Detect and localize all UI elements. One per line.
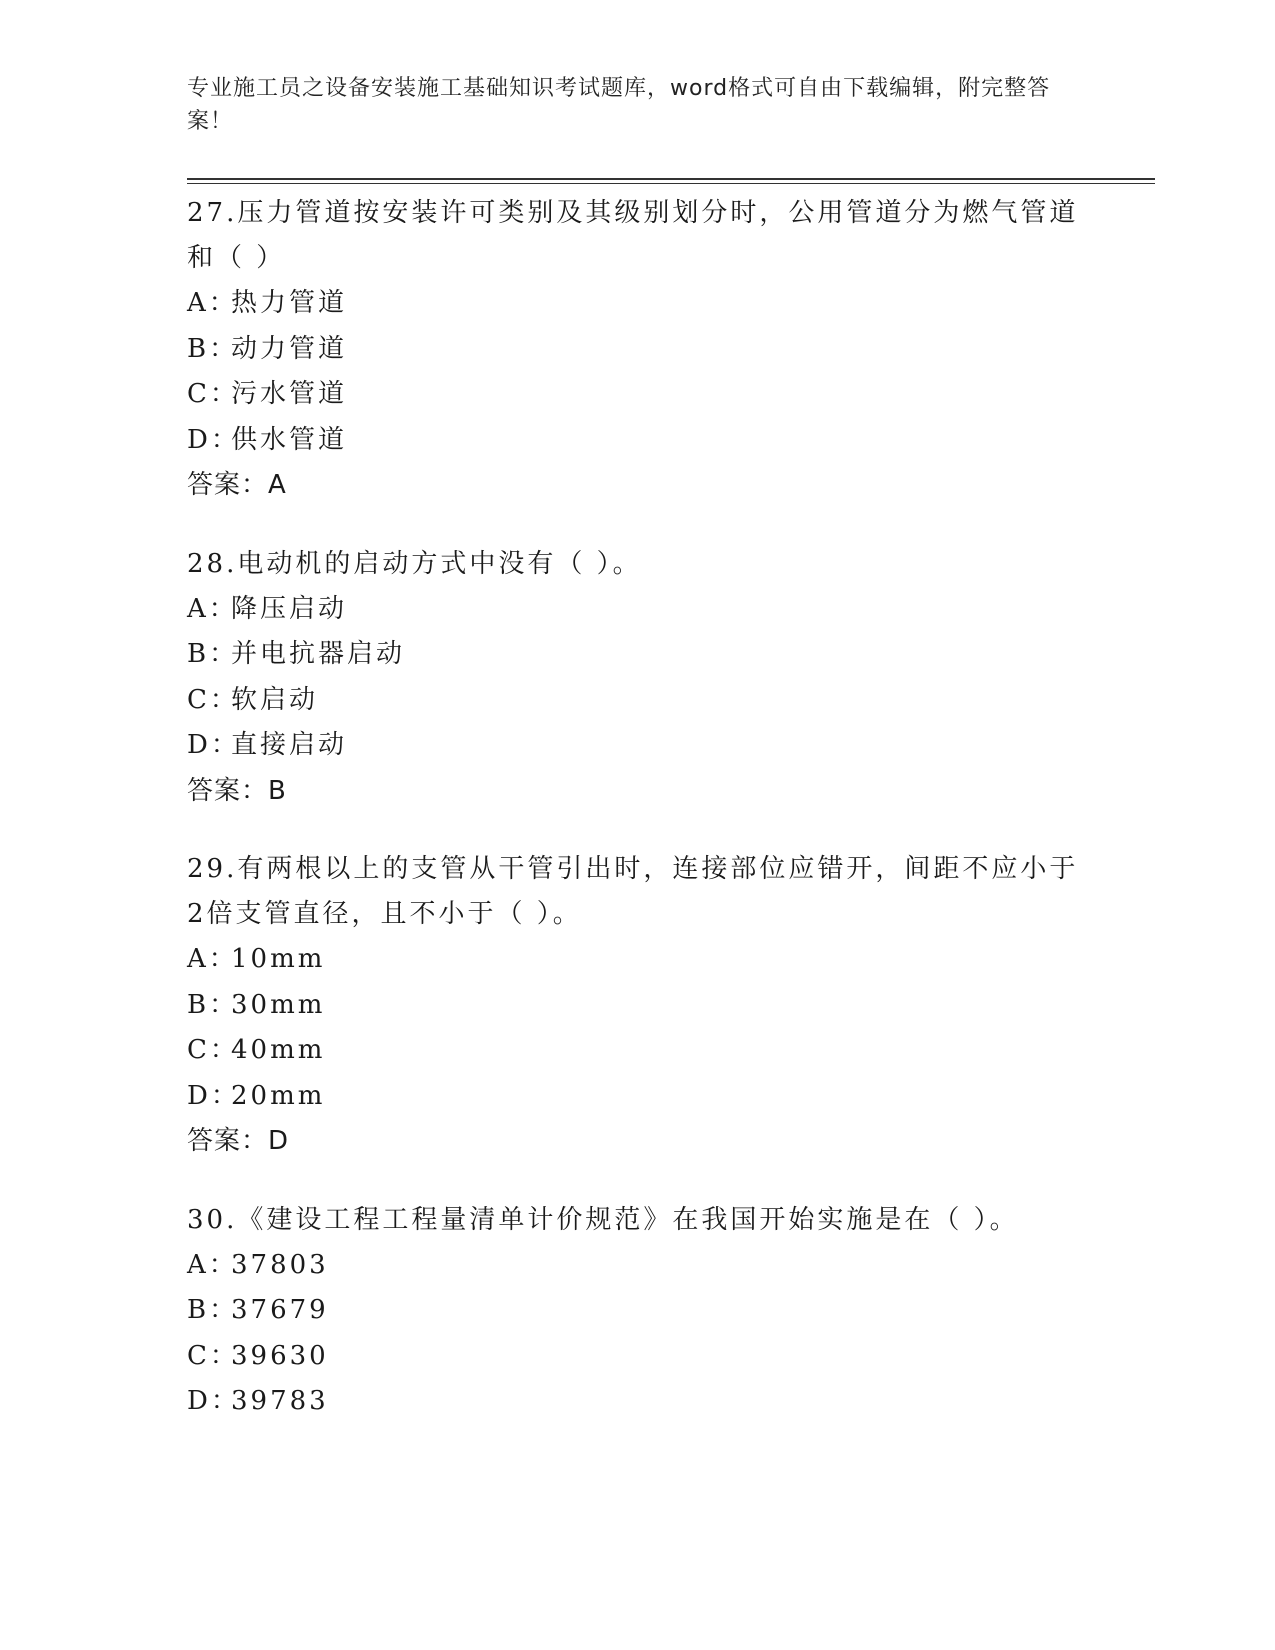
answer-line: 答案：A (187, 470, 287, 500)
option-key: B： (187, 1295, 239, 1325)
option-text: 动力管道 (231, 333, 348, 364)
option-text: 40mm (231, 1035, 326, 1065)
option-text: 37803 (231, 1249, 329, 1280)
option-c (187, 1028, 1087, 1074)
question-item (187, 847, 1087, 1165)
option-text: 热力管道 (231, 288, 348, 318)
option-key: A： (187, 288, 238, 318)
option-text: 直接启动 (231, 730, 348, 760)
option-text: 10mm (231, 944, 326, 974)
option-key: A： (187, 944, 238, 974)
option-key: C： (187, 1340, 239, 1371)
answer-line: 答案：D (187, 1126, 290, 1156)
option-a (187, 587, 1087, 633)
option-d (187, 1379, 1087, 1425)
option-c (187, 678, 1087, 724)
option-b (187, 983, 1087, 1029)
option-text: 20mm (231, 1080, 326, 1111)
option-text: 供水管道 (231, 424, 348, 455)
option-text: 并电抗器启动 (231, 639, 406, 669)
question-item (187, 1198, 1087, 1425)
option-d (187, 418, 1087, 464)
question-stem: 29.有两根以上的支管从干管引出时，连接部位应错开，间距不应小于2倍支管直径，且不小于（ ）。 (187, 854, 1079, 929)
option-text: 污水管道 (231, 379, 348, 409)
option-b (187, 632, 1087, 678)
option-key: A： (187, 1249, 238, 1280)
header-divider-thick (187, 178, 1155, 180)
option-b (187, 1288, 1087, 1334)
option-key: B： (187, 333, 239, 364)
option-key: D： (187, 1080, 240, 1111)
option-key: D： (187, 1386, 240, 1416)
document-header: 专业施工员之设备安装施工基础知识考试题库，word格式可自由下载编辑，附完整答案！ (187, 76, 1051, 134)
answer-line: 答案：B (187, 775, 287, 806)
option-a (187, 937, 1087, 983)
option-key: D： (187, 424, 240, 455)
option-key: C： (187, 379, 239, 409)
option-d (187, 723, 1087, 769)
option-b (187, 327, 1087, 373)
question-item (187, 191, 1087, 509)
option-key: D： (187, 730, 240, 760)
option-text: 39630 (231, 1340, 329, 1371)
option-key: B： (187, 639, 239, 669)
option-text: 39783 (231, 1386, 329, 1416)
option-c (187, 372, 1087, 418)
option-a (187, 281, 1087, 327)
question-stem: 27.压力管道按安装许可类别及其级别划分时，公用管道分为燃气管道和（ ） (187, 198, 1079, 273)
option-key: A： (187, 593, 238, 624)
question-stem: 28.电动机的启动方式中没有（ ）。 (187, 548, 642, 579)
option-key: B： (187, 989, 239, 1020)
option-text: 30mm (231, 989, 326, 1020)
option-key: C： (187, 684, 239, 715)
question-item (187, 542, 1087, 815)
question-list (187, 191, 1087, 1458)
option-text: 降压启动 (231, 593, 348, 624)
option-text: 软启动 (231, 684, 319, 715)
option-key: C： (187, 1035, 239, 1065)
option-c (187, 1334, 1087, 1380)
question-stem: 30.《建设工程工程量清单计价规范》在我国开始实施是在（ ）。 (187, 1204, 1019, 1235)
header-divider-thin (187, 183, 1155, 184)
option-a (187, 1243, 1087, 1289)
option-text: 37679 (231, 1295, 329, 1325)
option-d (187, 1074, 1087, 1120)
